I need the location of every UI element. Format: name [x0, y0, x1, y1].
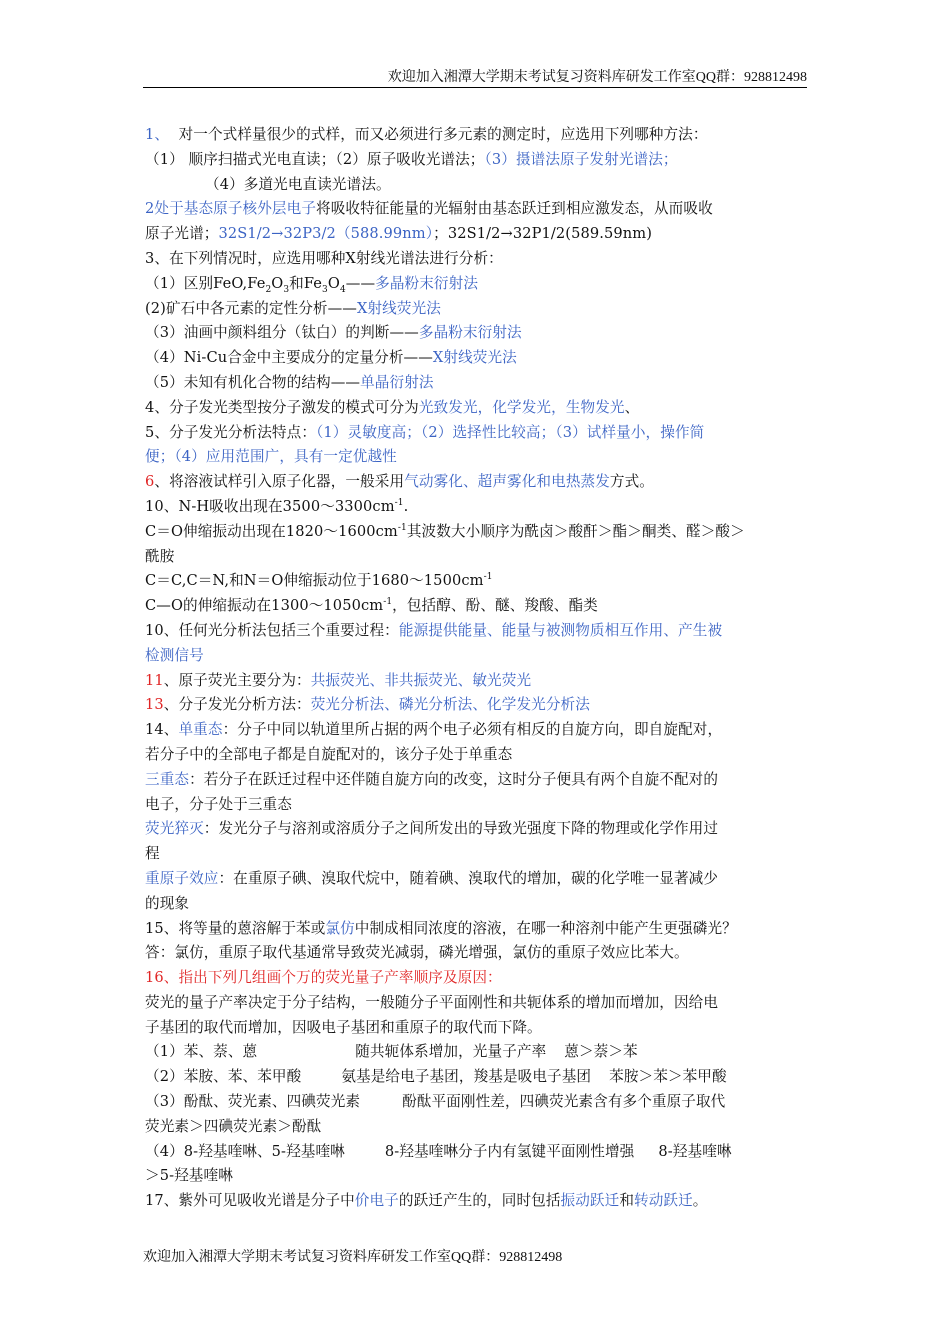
- q10a-cc-sup: -1: [483, 572, 493, 583]
- q17-mid: 的跃迁产生的，同时包括: [398, 1192, 561, 1210]
- q14-def-quenching-2: 程: [145, 845, 160, 863]
- document-body: [145, 123, 809, 1214]
- q15-suffix: 中制成相同浓度的溶液，在哪一种溶剂中能产生更强磷光？: [354, 919, 737, 937]
- q10a-c-o-sup: -1: [383, 597, 393, 608]
- q3-item-5-answer: 单晶衍射法: [360, 373, 434, 391]
- q17-line: [145, 1189, 809, 1214]
- q3-item-1: [145, 272, 809, 297]
- q14-term-quenching: 荧光猝灭: [145, 820, 204, 838]
- q11-text: 、原子荧光主要分为：: [163, 671, 311, 689]
- q10b-line-1: [145, 619, 809, 644]
- q10a-line-3: 酰胺: [145, 547, 175, 565]
- q1-option-4-line: [145, 173, 809, 198]
- q14-def-heavy-atom-1: ：在重原子碘、溴取代烷中，随着碘、溴取代的增加，碳的化学唯一显著减少: [218, 869, 719, 887]
- q13-answer: 荧光分析法、磷光分析法、化学发光分析法: [310, 696, 590, 714]
- q16-group-4-reason: 8-羟基喹啉分子内有氢键平面刚性增强: [384, 1142, 635, 1160]
- q2-subject: 2处于基态原子核外层电子: [145, 200, 317, 218]
- q10a-co-end: 其波数大小顺序为酰卤＞酸酐＞酯＞酮类、醛＞酸＞: [406, 522, 745, 540]
- q6-text: 、将溶液试样引入原子化器，一般采用: [154, 473, 405, 491]
- header-rule: [143, 87, 807, 88]
- q3-item-1-text-d: O: [327, 274, 340, 292]
- q3-item-4: [145, 346, 809, 371]
- q16-intro-2: 子基团的取代而增加，因吸电子基团和重原子的取代而下降。: [145, 1018, 542, 1036]
- q3-item-3: [145, 321, 809, 346]
- q6-suffix: 方式。: [609, 473, 654, 491]
- q2-transition-1: 32S1/2→32P3/2（588.99nm）: [218, 225, 434, 243]
- q3-item-1-sub-2: 3: [283, 284, 290, 295]
- q6-answer: 气动雾化、超声雾化和电热蒸发: [404, 473, 610, 491]
- q3-item-1-text-b: O: [271, 274, 284, 292]
- q3-item-1-text-a: （1）区别FeO,Fe: [145, 274, 266, 292]
- q3-item-3-answer: 多晶粉末衍射法: [418, 324, 522, 342]
- q15-line: [145, 917, 809, 942]
- q10a-nh-sup: -1: [394, 498, 404, 509]
- q16-group-1: [145, 1040, 809, 1065]
- q14-number: 14、: [145, 721, 179, 739]
- q10a-line-1: [145, 495, 809, 520]
- q14-def-quenching-1: ：发光分子与溶剂或溶质分子之间所发出的导致光强度下降的物理或化学作用过: [203, 820, 719, 838]
- q16-group-4-order-a: 8-羟基喹啉: [658, 1142, 732, 1160]
- q1-text: 对一个式样量很少的式样，而又必须进行多元素的测定时，应选用下列哪种方法：: [178, 126, 708, 143]
- q16-group-3-reason: 酚酞平面刚性差，四碘荧光素含有多个重原子取代: [402, 1093, 726, 1111]
- q3-item-1-sub-1: 2: [265, 284, 272, 295]
- q3-item-2-text: (2)矿石中各元素的定性分析——: [145, 299, 357, 317]
- q17-vibrational: 振动跃迁: [560, 1192, 620, 1210]
- q14-term-triplet: 三重态: [145, 770, 190, 788]
- q14-term-singlet: 单重态: [178, 721, 223, 739]
- q10b-text: 10、任何光分析法包括三个重要过程：: [145, 621, 399, 639]
- q10a-line-4: [145, 569, 809, 594]
- q15-text: 15、将等量的蒽溶解于苯或: [145, 919, 326, 937]
- q17-text: 17、紫外可见吸收光谱是分子中: [145, 1192, 355, 1210]
- q5-line-1: [145, 421, 809, 446]
- q16-group-1-order: 蒽＞萘＞苯: [564, 1043, 638, 1061]
- q1-number: 1、: [145, 126, 170, 143]
- q14-def-singlet-2: 若分子中的全部电子都是自旋配对的，该分子处于单重态: [145, 745, 513, 763]
- q5-text: 5、分子发光分析法特点：: [145, 423, 317, 441]
- q3-item-1-text-c: 和Fe: [289, 274, 323, 292]
- q17-rotational: 转动跃迁: [634, 1192, 693, 1210]
- q2-line-1: [145, 197, 809, 222]
- q10a-c-o-text: C—O的伸缩振动在1300～1050cm: [145, 597, 384, 615]
- q3-item-4-text: （4）Ni-Cu合金中主要成分的定量分析——: [145, 349, 433, 367]
- q13-text: 、分子发光分析方法：: [163, 696, 311, 714]
- q10a-line-2: [145, 520, 809, 545]
- q10a-co-sup: -1: [397, 522, 407, 533]
- q16-group-3-order: 荧光素＞四碘荧光素＞酚酞: [145, 1117, 322, 1135]
- q3-item-1-answer: 多晶粉末衍射法: [375, 274, 479, 292]
- q16-group-2: [145, 1065, 809, 1090]
- q4-answer: 光致发光，化学发光，生物发光: [418, 398, 625, 416]
- q15-chloroform: 氯仿: [325, 919, 355, 937]
- q15-answer: 答：氯仿，重原子取代基通常导致荧光减弱，磷光增强，氯仿的重原子效应比苯大。: [145, 944, 689, 962]
- q10a-cc-text: C＝C,C＝N,和N＝O伸缩振动位于1680～1500cm: [145, 572, 484, 590]
- q2-text-2: 原子光谱；: [145, 225, 219, 243]
- q3-item-1-sub-4: 4: [339, 284, 346, 295]
- q6-number: 6: [145, 473, 155, 491]
- q10a-co-text: C＝O伸缩振动出现在1820～1600cm: [145, 522, 398, 540]
- q6-line: [145, 470, 809, 495]
- q16-group-3-compounds: （3）酚酞、荧光素、四碘荧光素: [145, 1093, 361, 1111]
- q16-group-2-order: 苯胺＞苯＞苯甲酸: [609, 1068, 727, 1086]
- q1-option-1-2: （1） 顺序扫描式光电直读；（2）原子吸收光谱法；: [145, 150, 485, 168]
- q16-group-4-compounds: （4）8-羟基喹啉、5-羟基喹啉: [145, 1142, 345, 1160]
- q1-line: [145, 123, 809, 148]
- q14-line-3: [145, 768, 809, 793]
- page-footer: 欢迎加入湘潭大学期末考试复习资料库研发工作室QQ群：928812498: [143, 1250, 563, 1265]
- q3-item-1-dash: ——: [345, 274, 376, 292]
- q17-valence-electron: 价电子: [354, 1192, 399, 1210]
- q14-def-singlet-1: ：分子中同以轨道里所占据的两个电子必须有相反的自旋方向，即自旋配对，: [222, 721, 723, 739]
- q16-group-3: [145, 1090, 809, 1115]
- q2-transition-2: ；32S1/2→32P1/2(589.59nm): [433, 225, 652, 243]
- q1-option-4: （4）多道光电直读光谱法。: [205, 175, 391, 193]
- q11-answer: 共振荧光、非共振荧光、敏光荧光: [310, 671, 532, 689]
- q3-item-5: [145, 371, 809, 396]
- q4-text: 4、分子发光类型按分子激发的模式可分为: [145, 398, 419, 416]
- q3-title: 3、在下列情况时，应选用哪种X射线光谱法进行分析：: [145, 249, 503, 267]
- q10a-c-o-end: ，包括醇、酚、醚、羧酸、酯类: [392, 597, 598, 615]
- q1-option-3: （3）摄谱法原子发射光谱法；: [484, 150, 678, 168]
- q3-item-2: [145, 297, 809, 322]
- q4-line: [145, 396, 809, 421]
- q3-item-2-answer: X射线荧光法: [357, 299, 441, 317]
- q5-answer-1: （1）灵敏度高；（2）选择性比较高；（3）试样量小，操作简: [316, 423, 705, 441]
- q10a-nh-end: .: [403, 497, 409, 515]
- q17-end: 。: [692, 1192, 708, 1210]
- q16-group-2-reason: 氨基是给电子基团，羧基是吸电子基团: [341, 1068, 592, 1086]
- q13-line: [145, 693, 809, 718]
- q3-item-4-answer: X射线荧光法: [432, 349, 517, 367]
- q3-item-1-sub-3: 3: [322, 284, 328, 295]
- q14-term-heavy-atom: 重原子效应: [145, 869, 219, 887]
- q10a-nh-text: 10、N-H吸收出现在3500～3300cm: [145, 497, 395, 515]
- q16-group-1-compounds: （1）苯、萘、蒽: [145, 1043, 258, 1061]
- q14-def-triplet-1: ：若分子在跃迁过程中还伴随自旋方向的改变，这时分子便具有两个自旋不配对的: [189, 770, 719, 788]
- q16-title: 16、指出下列几组画个万的荧光量子产率顺序及原因：: [145, 969, 502, 987]
- q14-line-5: [145, 817, 809, 842]
- q3-item-3-text: （3）油画中颜料组分（钛白）的判断——: [145, 324, 419, 342]
- q13-number: 13: [145, 696, 164, 714]
- q10b-answer-2: 检测信号: [145, 646, 204, 664]
- q1-options-line: [145, 148, 809, 173]
- q10a-line-5: [145, 594, 809, 619]
- q16-group-1-reason: 随共轭体系增加，光量子产率: [355, 1043, 547, 1061]
- q16-group-4: [145, 1140, 809, 1165]
- q14-line-1: [145, 718, 809, 743]
- q11-number: 11: [145, 671, 164, 689]
- q16-intro-1: 荧光的量子产率决定于分子结构，一般随分子平面刚性和共轭体系的增加而增加，因给电: [145, 993, 719, 1011]
- q11-line: [145, 669, 809, 694]
- q16-group-2-compounds: （2）苯胺、苯、苯甲酸: [145, 1068, 302, 1086]
- q14-def-triplet-2: 电子，分子处于三重态: [145, 795, 292, 813]
- q14-line-7: [145, 867, 809, 892]
- q10b-answer-1: 能源提供能量、能量与被测物质相互作用、产生被: [398, 621, 723, 639]
- q4-suffix: 、: [624, 398, 640, 416]
- q14-def-heavy-atom-2: 的现象: [145, 894, 190, 912]
- q3-item-5-text: （5）未知有机化合物的结构——: [145, 373, 361, 391]
- q2-line-2: [145, 222, 809, 247]
- page-header: 欢迎加入湘潭大学期末考试复习资料库研发工作室QQ群：928812498: [387, 70, 807, 85]
- q17-and: 和: [619, 1192, 635, 1210]
- q16-group-4-order-b: ＞5-羟基喹啉: [145, 1167, 233, 1185]
- q2-text-1: 将吸收特征能量的光辐射由基态跃迁到相应激发态，从而吸收: [316, 200, 713, 218]
- q5-answer-2: 便；（4）应用范围广，具有一定优越性: [145, 448, 397, 466]
